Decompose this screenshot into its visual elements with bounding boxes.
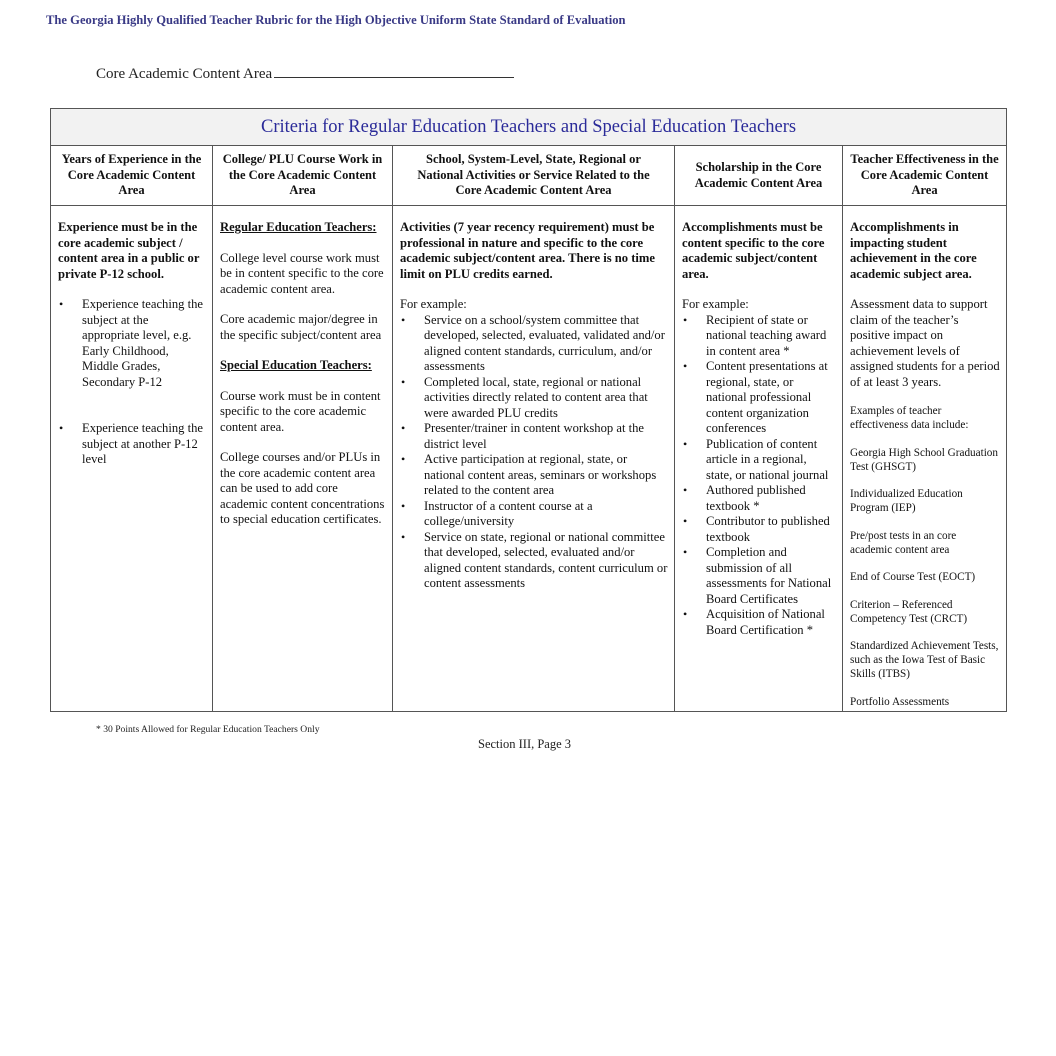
list-item: • Authored published textbook * <box>682 483 836 514</box>
column-header-activities: School, System-Level, State, Regional or National Activities or Service Related to the Core Academic Content Area <box>393 146 675 206</box>
list-item: • Completion and submission of all assessments for National Board Certificates <box>682 545 836 607</box>
activities-lead: Activities (7 year recency requirement) must be professional in nature and specific to the core academic subject/content area. There is no time limit on PLU credits earned. <box>400 220 655 281</box>
list-item: Georgia High School Graduation Test (GHSGT) <box>850 446 998 473</box>
column-header-scholarship: Scholarship in the Core Academic Content Area <box>675 146 843 206</box>
list-item: End of Course Test (EOCT) <box>850 571 976 583</box>
list-item: • Instructor of a content course at a college/university <box>400 499 668 530</box>
list-item: • Content presentations at regional, state, or national professional content organization conferences <box>682 359 836 437</box>
list-item: • Service on a school/system committee that developed, selected, evaluated, validated and/or aligned content standards, curriculum, and/or assessments <box>400 313 668 375</box>
list-item: Individualized Education Program (IEP) <box>850 488 963 514</box>
experience-list <box>58 297 206 468</box>
list-item: Standardized Achievement Tests, such as the Iowa Test of Basic Skills (ITBS) <box>850 640 999 680</box>
coursework-cell <box>213 206 393 712</box>
criteria-table <box>50 108 1007 712</box>
criteria-banner: Criteria for Regular Education Teachers and Special Education Teachers <box>51 109 1007 146</box>
list-item: • Contributor to published textbook <box>682 514 836 545</box>
list-item: • Experience teaching the subject at another P-12 level <box>58 421 206 468</box>
experience-cell <box>51 206 213 712</box>
list-item: • Completed local, state, regional or national activities directly related to content area that were awarded PLU credits <box>400 375 668 422</box>
effectiveness-lead: Accomplishments in impacting student achievement in the core academic subject area. <box>850 220 977 281</box>
special-plu-text: College courses and/or PLUs in the core academic content area can be used to add core academic content concentrations to special education certificates. <box>220 450 385 526</box>
activities-example-label: For example: <box>400 297 467 311</box>
list-item: Criterion – Referenced Competency Test (CRCT) <box>850 598 968 625</box>
content-area-label: Core Academic Content Area <box>96 66 273 82</box>
activities-list <box>400 313 668 592</box>
regular-degree-text: Core academic major/degree in the specific subject/content area <box>220 312 382 342</box>
list-item: Pre/post tests in an core academic content area <box>850 529 957 556</box>
list-item: • Service on state, regional or national committee that developed, selected, evaluated and/or aligned content standards, content curriculum or content assessments <box>400 530 668 592</box>
special-teachers-heading: Special Education Teachers: <box>220 358 372 372</box>
scholarship-cell <box>675 206 843 712</box>
criteria-body-row <box>51 206 1007 712</box>
column-header-effectiveness: Teacher Effectiveness in the Core Academic Content Area <box>843 146 1007 206</box>
column-header-row <box>51 146 1007 206</box>
examples-label: Examples of teacher effectiveness data include: <box>850 405 969 431</box>
list-item: • Presenter/trainer in content workshop at the district level <box>400 421 668 452</box>
scholarship-list <box>682 313 836 639</box>
effectiveness-examples <box>850 404 1000 709</box>
regular-teachers-heading: Regular Education Teachers: <box>220 220 377 234</box>
effectiveness-cell <box>843 206 1007 712</box>
special-coursework-text: Course work must be in content specific to the core academic content area. <box>220 388 381 434</box>
content-area-blank-line[interactable] <box>274 67 514 78</box>
activities-cell <box>393 206 675 712</box>
content-area-field <box>96 66 514 83</box>
list-item: Portfolio Assessments <box>850 695 950 708</box>
list-item: • Acquisition of National Board Certification * <box>682 607 836 638</box>
list-item: • Recipient of state or national teaching award in content area * <box>682 313 836 360</box>
scholarship-lead: Accomplishments must be content specific to the core academic subject/content area. <box>682 220 825 281</box>
list-item: • Experience teaching the subject at the appropriate level, e.g. Early Childhood, Middle Grades, Secondary P-12 <box>58 297 206 390</box>
document-title: The Georgia Highly Qualified Teacher Rubric for the High Objective Uniform State Standard of Evaluation <box>46 13 626 27</box>
list-item: • Publication of content article in a regional, state, or national journal <box>682 437 836 484</box>
effectiveness-assessment-text: Assessment data to support claim of the teacher’s positive impact on achievement levels of assigned students for a period of at least 3 years. <box>850 297 1000 389</box>
footnote: * 30 Points Allowed for Regular Education Teachers Only <box>96 724 320 735</box>
experience-lead: Experience must be in the core academic subject / content area in a public or private P-12 school. <box>58 220 200 281</box>
scholarship-example-label: For example: <box>682 297 749 311</box>
page-number: Section III, Page 3 <box>478 737 572 751</box>
column-header-experience: Years of Experience in the Core Academic Content Area <box>51 146 213 206</box>
column-header-coursework: College/ PLU Course Work in the Core Academic Content Area <box>213 146 393 206</box>
list-item: • Active participation at regional, state, or national content areas, seminars or workshops related to the content area <box>400 452 668 499</box>
regular-coursework-text: College level course work must be in content specific to the core academic content area. <box>220 250 384 296</box>
